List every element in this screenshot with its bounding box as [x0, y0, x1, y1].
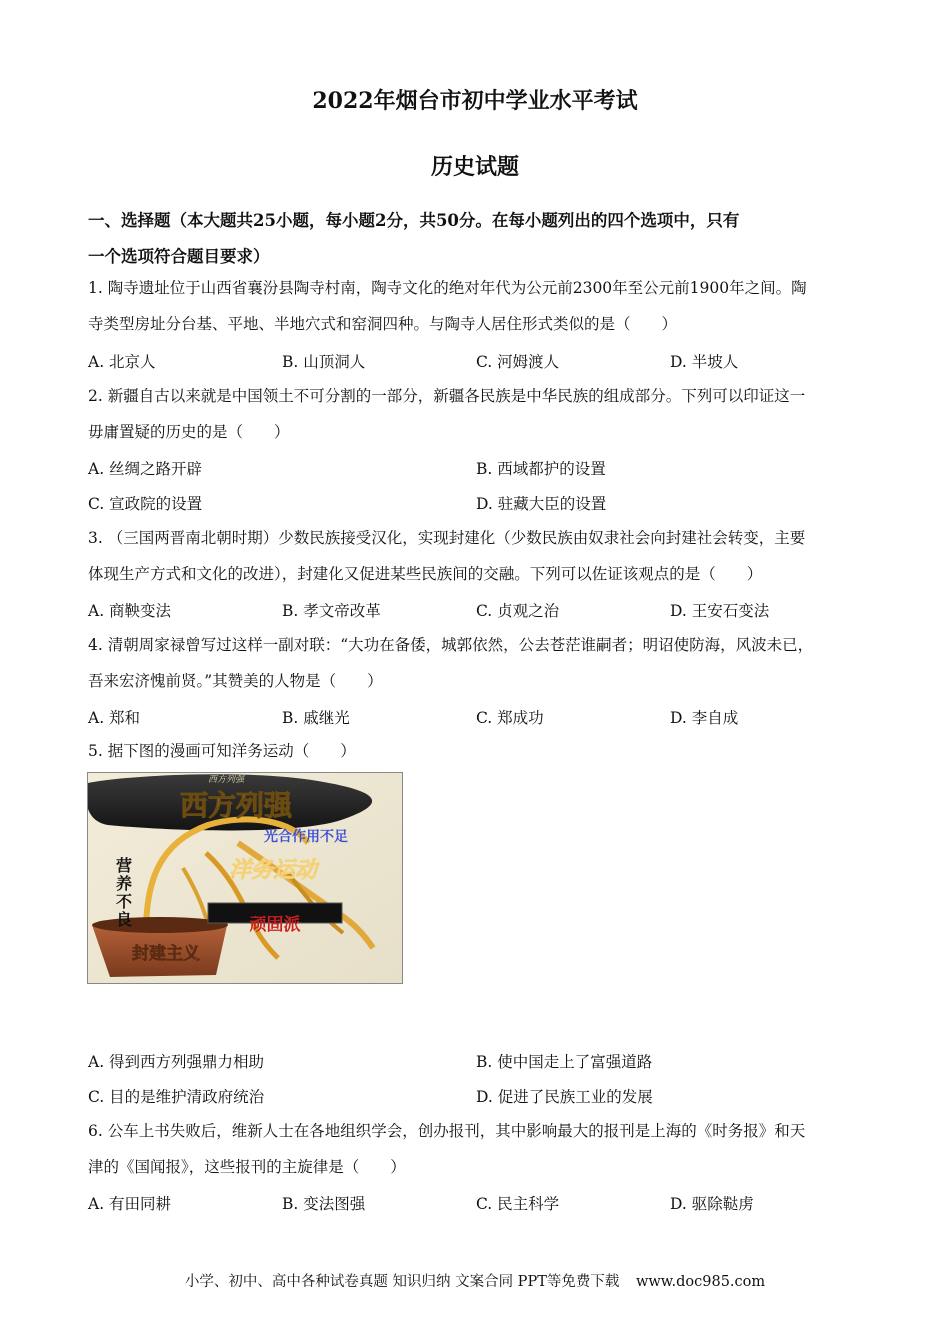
question-4-line2: 吾来宏济愧前贤。”其赞美的人物是（ ）: [88, 672, 383, 690]
question-3-line2: 体现生产方式和文化的改进），封建化又促进某些民族间的交融。下列可以佐证该观点的是（ ）: [88, 565, 763, 583]
cartoon-text-top-small: 西方列强: [207, 774, 245, 784]
cartoon-side-char-3: 不: [115, 892, 133, 911]
exam-title: 2022年烟台市初中学业水平考试: [312, 88, 638, 114]
cartoon-svg: [88, 773, 402, 983]
question-4-line1: 4. 清朝周家禄曾写过这样一副对联：“大功在备倭，城郭依然，公去苍茫谁嗣者；明诏使防海，风波未已，: [88, 636, 814, 654]
q6-option-a: A. 有田同耕: [88, 1195, 172, 1213]
footer-text: 小学、初中、高中各种试卷真题 知识归纳 文案合同 PPT等免费下载: [184, 1274, 620, 1290]
cartoon-image: [87, 772, 403, 984]
q2-option-b: B. 西域都护的设置: [476, 460, 606, 478]
question-4: [88, 627, 878, 699]
page-footer: [0, 1270, 950, 1291]
question-1-line2: 寺类型房址分台基、平地、半地穴式和窑洞四种。与陶寺人居住形式类似的是（ ）: [88, 315, 678, 333]
question-1-line1: 1. 陶寺遗址位于山西省襄汾县陶寺村南，陶寺文化的绝对年代为公元前2300年至公元前1900年之间。陶: [88, 279, 807, 297]
q2-option-a: A. 丝绸之路开辟: [88, 460, 203, 478]
q1-option-c: C. 河姆渡人: [476, 353, 560, 371]
question-5: [88, 733, 878, 769]
question-2-line1: 2. 新疆自古以来就是中国领土不可分割的一部分，新疆各民族是中华民族的组成部分。下列可以印证这一: [88, 387, 806, 405]
section-heading-line2: 一个选项符合题目要求）: [88, 247, 270, 266]
section-heading: [88, 203, 878, 275]
q5-option-c: C. 目的是维护清政府统治: [88, 1088, 265, 1106]
exam-subtitle: 历史试题: [430, 154, 519, 180]
question-2-line2: 毋庸置疑的历史的是（ ）: [88, 423, 290, 441]
q3-option-c: C. 贞观之治: [476, 602, 560, 620]
cartoon-text-feudalism: 封建主义: [132, 944, 200, 964]
cartoon-text-conservatives: 顽固派: [249, 915, 301, 935]
cartoon-side-char-2: 养: [115, 874, 133, 893]
question-5-line1: 5. 据下图的漫画可知洋务运动（ ）: [88, 742, 356, 760]
question-2: [88, 378, 878, 450]
q4-option-c: C. 郑成功: [476, 709, 544, 727]
cartoon-text-western-powers: 西方列强: [179, 789, 293, 822]
question-6-line1: 6. 公车上书失败后，维新人士在各地组织学会，创办报刊，其中影响最大的报刊是上海的《时务报》和天: [88, 1122, 806, 1140]
q2-option-c: C. 宣政院的设置: [88, 495, 203, 513]
q1-option-d: D. 半坡人: [670, 353, 739, 371]
q3-option-d: D. 王安石变法: [670, 602, 770, 620]
q6-option-b: B. 变法图强: [282, 1195, 366, 1213]
question-3: [88, 520, 878, 592]
q6-option-d: D. 驱除鞑虏: [670, 1195, 754, 1213]
q2-option-d: D. 驻藏大臣的设置: [476, 495, 607, 513]
q4-option-b: B. 戚继光: [282, 709, 350, 727]
q3-option-a: A. 商鞅变法: [88, 602, 172, 620]
q4-option-a: A. 郑和: [88, 709, 141, 727]
q4-option-d: D. 李自成: [670, 709, 739, 727]
question-6-line2: 津的《国闻报》，这些报刊的主旋律是（ ）: [88, 1158, 406, 1176]
cartoon-side-char-1: 营: [115, 856, 133, 875]
question-1: [88, 270, 878, 342]
q5-option-d: D. 促进了民族工业的发展: [476, 1088, 653, 1106]
cartoon-side-char-4: 良: [115, 910, 133, 929]
q3-option-b: B. 孝文帝改革: [282, 602, 381, 620]
q5-option-b: B. 使中国走上了富强道路: [476, 1053, 653, 1071]
q1-option-b: B. 山顶洞人: [282, 353, 366, 371]
q6-option-c: C. 民主科学: [476, 1195, 560, 1213]
footer-url-link[interactable]: www.doc985.com: [635, 1274, 766, 1290]
section-heading-line1: 一、选择题（本大题共25小题，每小题2分，共50分。在每小题列出的四个选项中，只有: [88, 211, 740, 230]
cartoon-text-movement: 洋务运动: [228, 857, 318, 883]
q5-option-a: A. 得到西方列强鼎力相助: [88, 1053, 265, 1071]
cartoon-text-photosynthesis: 光合作用不足: [264, 829, 348, 845]
q1-option-a: A. 北京人: [88, 353, 156, 371]
question-6: [88, 1113, 878, 1185]
question-3-line1: 3. （三国两晋南北朝时期）少数民族接受汉化，实现封建化（少数民族由奴隶社会向封建社会转变，主要: [88, 529, 806, 547]
